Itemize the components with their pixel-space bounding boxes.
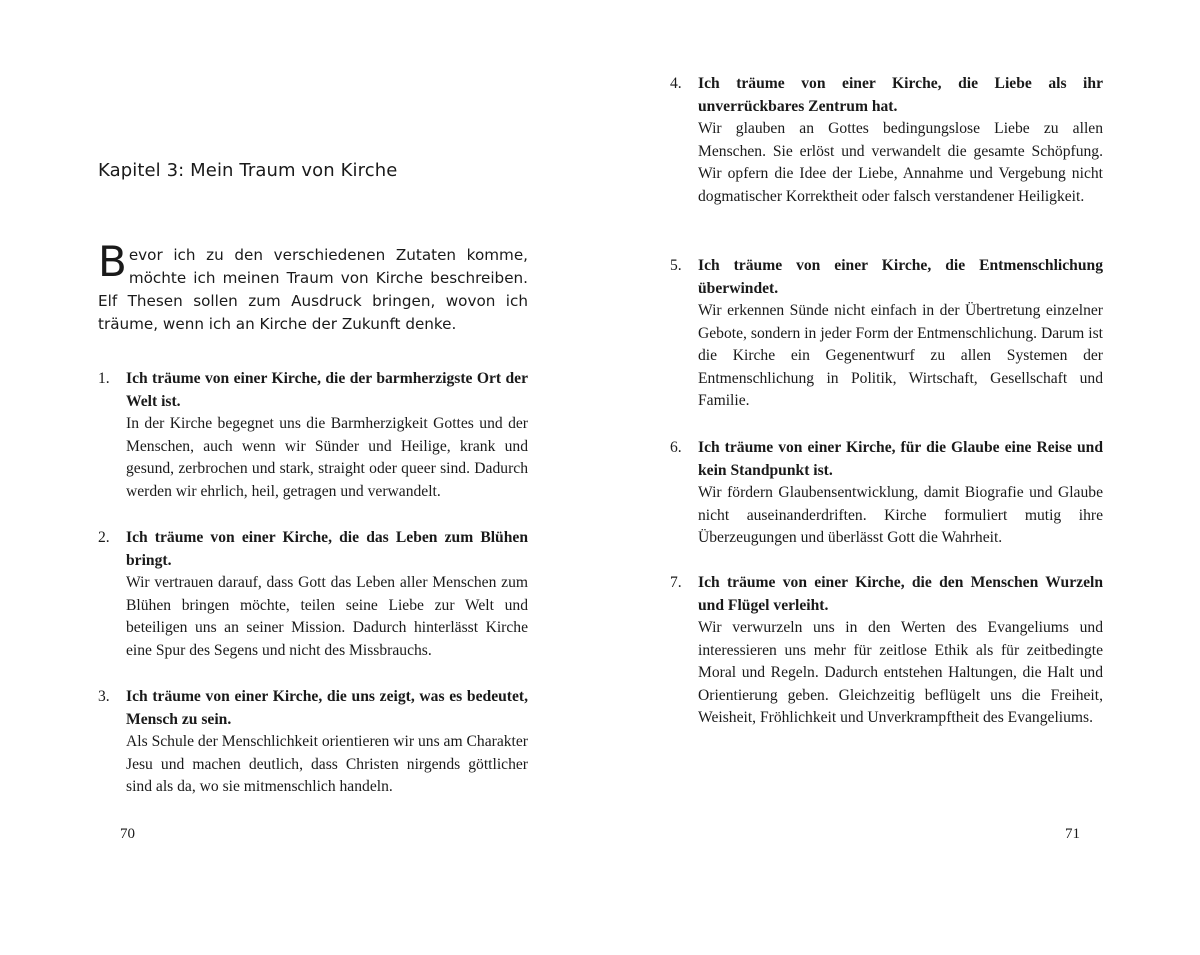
thesis-text: Wir erkennen Sünde nicht einfach in der Übertretung einzelner Gebote, sondern in jeder Form der Entmenschlichung. Darum ist die Kirche ein Gegenentwurf zu allen Systemen der Entmenschlichung in Politik, Wirtschaft, Gesellschaft und Familie.: [698, 302, 1103, 409]
thesis-heading: Ich träume von einer Kirche, die der barmherzigste Ort der Welt ist.: [126, 370, 528, 410]
thesis-text: In der Kirche begegnet uns die Barmherzigkeit Gottes und der Menschen, auch wenn wir Sünder und Heilige, krank und gesund, zerbrochen und stark, straight oder queer sind. Dadurch werden wir ehrlich, heil, getragen und verwandelt.: [126, 415, 528, 500]
thesis-6: [670, 437, 1103, 550]
thesis-5: [670, 255, 1103, 413]
thesis-number: 4.: [670, 75, 682, 92]
thesis-text: Wir verwurzeln uns in den Werten des Evangeliums und interessieren uns mehr für zeitlose Ethik als für zeitbedingte Moral und Regeln. Dadurch entstehen Haltungen, die Halt und Orientierung geben. Gleichzeitig beflügelt uns die Freiheit, Weisheit, Fröhlichkeit und Unverkrampftheit des Evangeliums.: [698, 619, 1103, 726]
thesis-number: 5.: [670, 257, 682, 274]
thesis-heading: Ich träume von einer Kirche, die uns zeigt, was es bedeutet, Mensch zu sein.: [126, 688, 528, 728]
drop-cap: B: [98, 237, 127, 286]
thesis-text: Wir vertrauen darauf, dass Gott das Leben aller Menschen zum Blühen bringen möchte, teilen seine Liebe zur Welt und beteiligen uns an seiner Mission. Dadurch hinterlässt Kirche eine Spur des Segens und nicht des Missbrauchs.: [126, 574, 528, 659]
thesis-heading: Ich träume von einer Kirche, die Entmenschlichung überwindet.: [698, 257, 1103, 297]
thesis-number: 1.: [98, 370, 110, 387]
thesis-text: Wir glauben an Gottes bedingungslose Liebe zu allen Menschen. Sie erlöst und verwandelt die gesamte Schöpfung. Wir opfern die Idee der Liebe, Annahme und Vergebung nicht dogmatischer Korrektheit oder falsch verstandener Heiligkeit.: [698, 120, 1103, 205]
chapter-title: Kapitel 3: Mein Traum von Kirche: [98, 160, 398, 181]
thesis-7: [670, 572, 1103, 730]
thesis-number: 3.: [98, 688, 110, 705]
page-number: 71: [1065, 826, 1080, 842]
thesis-heading: Ich träume von einer Kirche, für die Glaube eine Reise und kein Standpunkt ist.: [698, 439, 1103, 479]
intro-paragraph: [98, 237, 528, 336]
thesis-text: Als Schule der Menschlichkeit orientieren wir uns am Charakter Jesu und machen deutlich, dass Christen nirgends göttlicher sind als da, wo sie mitmenschlich handeln.: [126, 733, 528, 795]
thesis-heading: Ich träume von einer Kirche, die das Leben zum Blühen bringt.: [126, 529, 528, 569]
thesis-number: 7.: [670, 574, 682, 591]
thesis-4: [670, 73, 1103, 208]
thesis-text: Wir fördern Glaubensentwicklung, damit Biografie und Glaube nicht auseinanderdriften. Kirche formuliert mutig ihre Überzeugungen und überlässt Gott die Wahrheit.: [698, 484, 1103, 546]
thesis-heading: Ich träume von einer Kirche, die den Menschen Wurzeln und Flügel verleiht.: [698, 574, 1103, 614]
thesis-1: [98, 368, 528, 503]
thesis-number: 2.: [98, 529, 110, 546]
thesis-2: [98, 527, 528, 662]
thesis-number: 6.: [670, 439, 682, 456]
thesis-3: [98, 686, 528, 799]
thesis-heading: Ich träume von einer Kirche, die Liebe als ihr unverrückbares Zentrum hat.: [698, 75, 1103, 115]
right-page: [600, 0, 1200, 955]
intro-text: evor ich zu den verschiedenen Zutaten komme, möchte ich meinen Traum von Kirche beschreiben. Elf Thesen sollen zum Ausdruck bringen, wovon ich träume, wenn ich an Kirche der Zukunft denke.: [98, 246, 528, 333]
page-number: 70: [120, 826, 135, 842]
